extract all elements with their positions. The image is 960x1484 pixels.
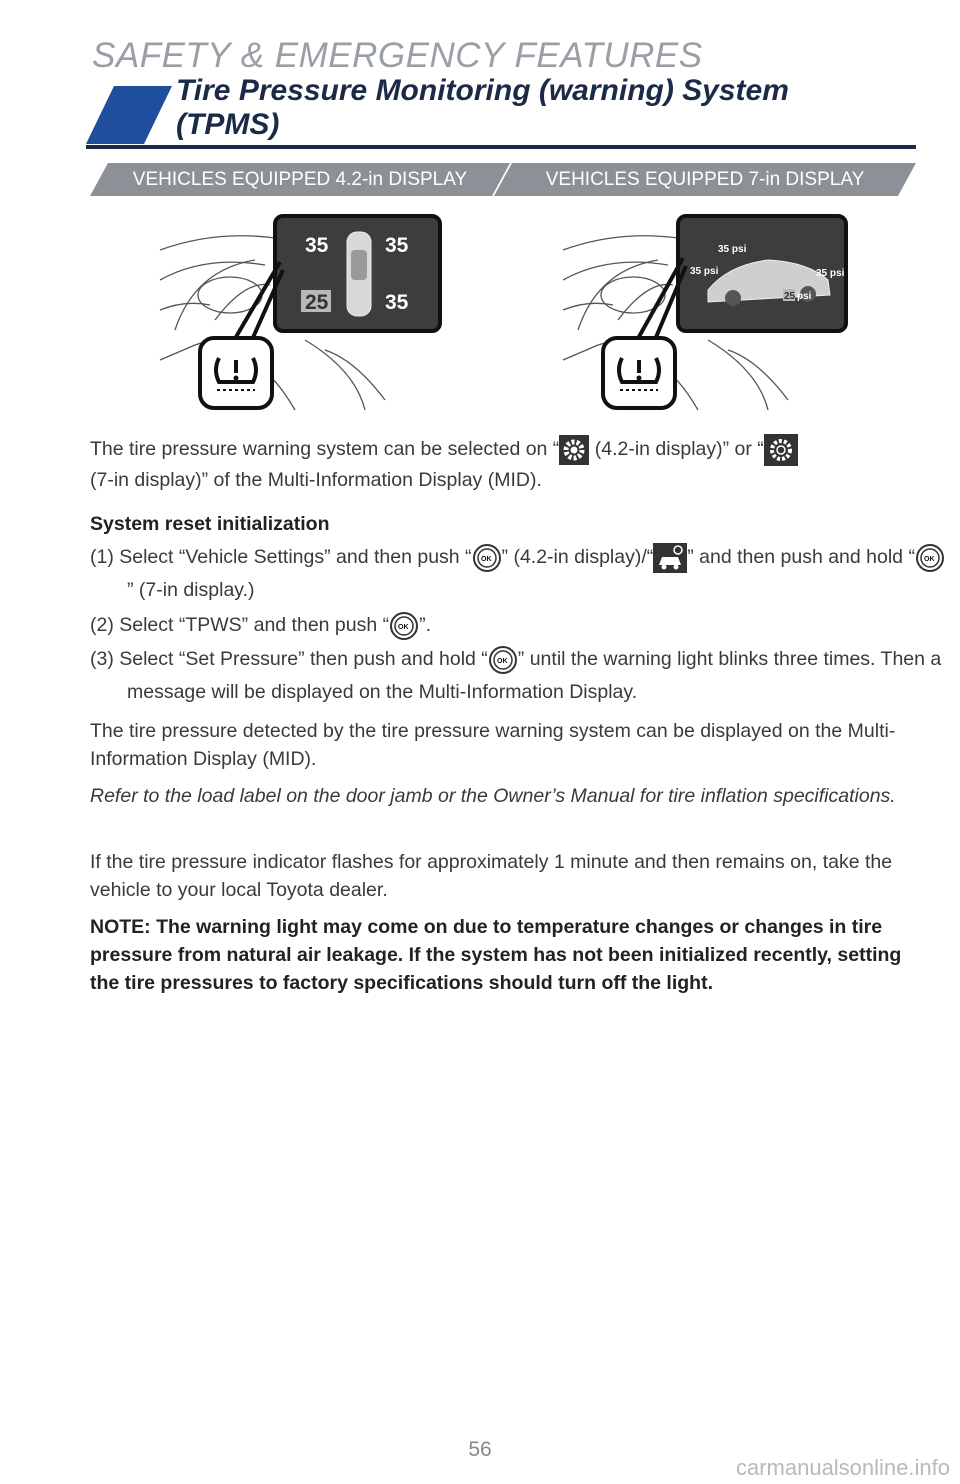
svg-text:OK: OK [398,623,409,631]
tab-4-2-in-display: VEHICLES EQUIPPED 4.2-in DISPLAY [90,163,510,196]
note-paragraph: NOTE: The warning light may come on due to temperature changes or changes in tire pressure from natural air leakage. If the system has not been initialized recently, setting the tire pressures to factory specifications should turn off the light. [90,916,902,994]
tab-7-in-display: VEHICLES EQUIPPED 7-in DISPLAY [494,163,916,196]
step-2: (2) Select “TPWS” and then push “ OK ”. [90,609,947,642]
svg-text:OK: OK [496,657,508,665]
step-1: (1) Select “Vehicle Settings” and then push “ OK ” (4.2-in display)/“ ” and then push and hold “ OK ” (7-in display.) [90,541,947,607]
refer-paragraph: Refer to the load label on the door jamb or the Owner’s Manual for tire inflation specifications. [90,785,896,807]
tire-value-front-right: 35 psi [816,268,845,279]
settings-gear-icon [559,435,589,465]
ok-button-icon [488,645,518,675]
svg-text:OK: OK [480,555,492,563]
flash-paragraph: If the tire pressure indicator flashes for approximately 1 minute and then remains on, take the vehicle to your local Toyota dealer. [90,851,893,901]
tire-value-rear-left: 35 psi [690,266,719,277]
page-title: Tire Pressure Monitoring (warning) System (TPMS) [176,74,789,141]
watermark: carmanualsonline.info [735,1455,950,1480]
dashboard-illustration-7-in [558,210,858,415]
tire-value-rear-left: 25 [305,291,329,314]
reset-heading: System reset initialization [90,513,330,535]
tire-value-rear-right-unit: psi [797,291,812,302]
ok-button-icon [915,543,945,573]
tire-value-rear-right: 25 [784,291,796,302]
display-paragraph: The tire pressure detected by the tire pressure warning system can be displayed on the Multi-Information Display (MID). [90,720,896,770]
svg-text:OK: OK [923,555,935,563]
tire-value-front-left: 35 [305,234,329,257]
ok-button-icon [389,611,419,641]
tire-value-front-right: 35 [385,234,409,257]
tire-value-front-left: 35 psi [718,244,747,255]
page-number: 56 [468,1438,492,1461]
vehicle-settings-icon [653,543,687,573]
section-title: SAFETY & EMERGENCY FEATURES [92,36,703,75]
ok-button-icon [472,543,502,573]
settings-gear-outline-icon [764,434,798,466]
intro-paragraph: The tire pressure warning system can be selected on “ (4.2-in display)” or “ (7-in display)” of the Multi-Information Display (MID). [90,434,910,494]
step-3: (3) Select “Set Pressure” then push and hold “ OK ” until the warning light blinks three times. Then a message will be displayed on the Multi-Information Display. [90,643,947,709]
dashboard-illustration-4-2-in [155,210,455,415]
tire-value-rear-right: 35 [385,291,409,314]
